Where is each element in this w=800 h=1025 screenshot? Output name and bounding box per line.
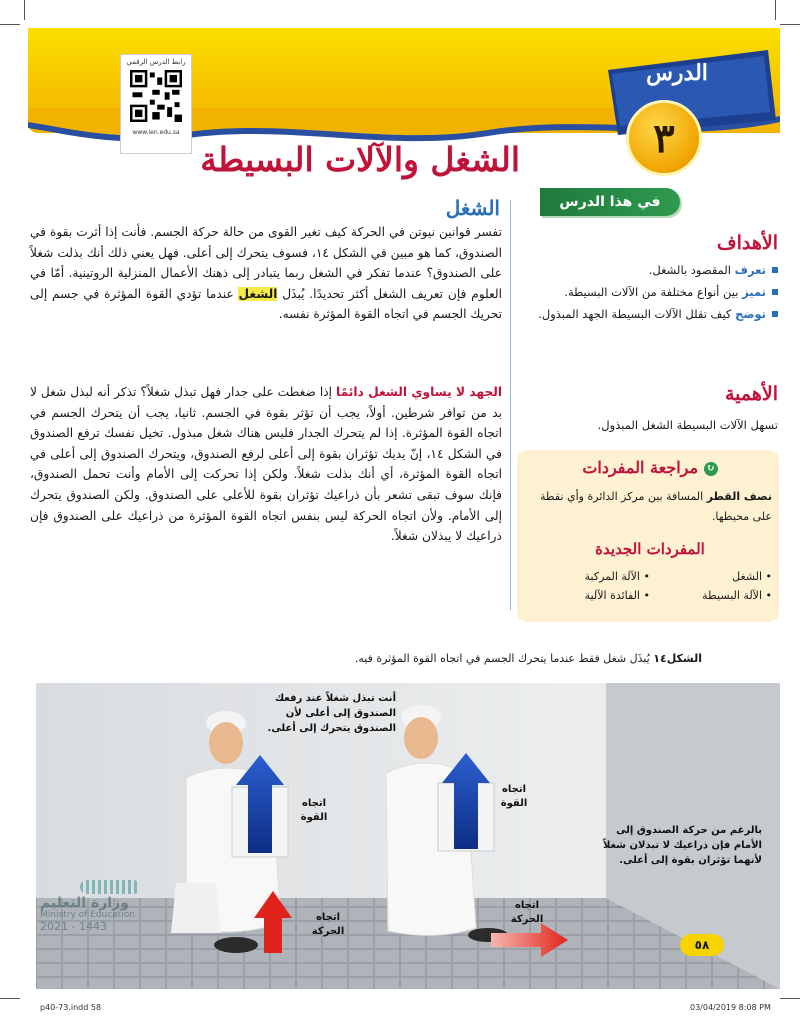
in-lesson-tab: في هذا الدرس (540, 188, 680, 216)
vocab-word: الآلة المركبة (584, 570, 640, 583)
importance-text: تسهل الآلات البسيطة الشغل المبذول. (597, 418, 778, 432)
figure-caption (230, 652, 702, 665)
list-item: • الآلة المركبة (584, 570, 650, 583)
crop-mark (0, 998, 20, 999)
list-item: • الآلة البسيطة (702, 589, 772, 602)
ministry-name-ar: وزارة التعليم (40, 895, 129, 911)
list-item (515, 262, 778, 279)
list-item: • الشغل (732, 570, 772, 583)
note-walking: بالرغم من حركة الصندوق إلى الأمام فإن ذراعيك لا تبذلان شغلاً لأنهما تؤثران بقوة إلى أعلى. (602, 825, 762, 866)
vocab-definition (528, 487, 772, 527)
ministry-watermark (40, 880, 160, 933)
vocab-term: نصف القطر (706, 490, 772, 503)
list-item (515, 306, 778, 323)
note-lifting: أنت تبذل شغلاً عند رفعك الصندوق إلى أعلى لأن الصندوق يتحرك إلى أعلى. (267, 693, 396, 734)
page-number: ٥٨ (680, 934, 724, 956)
paragraph-text: عندما تؤدي القوة المؤثرة في جسم إلى تحريك الجسم في اتجاه القوة المؤثرة نفسه. (30, 286, 502, 322)
objective-text: كيف تقلل الآلات البسيطة الجهد المبذول. (538, 307, 732, 321)
new-vocab-title: المفردات الجديدة (595, 540, 705, 558)
force-label-2: اتجاه القوة (500, 784, 528, 809)
paragraph-text: إذا ضغطت على جدار فهل تبذل شغلاً؟ تذكر أنه لبذل شغل لا بد من توافر شرطين. أولاً، يجب أن تؤثر بقوة في الجسم. ثانيا، يجب أن يتحرك الجسم في اتجاه القوة المؤثرة. إذا لم يتحرك الجدار فليس هناك شغل مبذول. تخيل نفسك ترفع الصندوق في الشكل ١٤، إنّ يديك تؤثران بقوة إلى أعلى لرفع الصندوق، ويتحرك الصندوق إلى أعلى في اتجاه القوة المؤثرة، أي أنك بذلت شغلاً. ولكن إذا تحركت إلى الأمام وأنت تحمل الصندوق، فإنك سوف تبقى تشعر بأن ذراعيك تؤثران بقوة للأعلى على الصندوق. ولكن الصندوق يتحرك إلى الأمام. ولأن اتجاه الحركة ليس بنفس اتجاه القوة المؤثرة من ذراعيك على الصندوق فإن ذراعيك لا يبذلان شغلاً. (30, 385, 502, 544)
caption-text: يُبذَل شغل فقط عندما يتحرك الجسم في اتجاه القوة المؤثرة فيه. (354, 652, 650, 665)
new-vocab-list (528, 570, 772, 602)
vocab-review-label: مراجعة المفردات (582, 458, 699, 477)
objective-verb: تميز (742, 285, 766, 299)
crop-mark (24, 0, 25, 20)
caption-label: الشكل١٤ (653, 652, 702, 665)
motion-label-1: اتجاه الحركة (311, 912, 345, 937)
figure-14 (36, 683, 780, 989)
crop-mark (780, 998, 800, 999)
crop-mark (780, 24, 800, 25)
objective-text: بين أنواع مختلفة من الآلات البسيطة. (564, 285, 739, 299)
qr-code-icon[interactable] (130, 70, 182, 122)
motion-label-2: اتجاه الحركة (510, 900, 544, 925)
objective-verb: تعرف (734, 263, 766, 277)
vocab-word: الشغل (732, 570, 762, 583)
column-divider (510, 200, 511, 610)
objectives-list (515, 262, 778, 328)
vocab-word: الفائدة الآلية (584, 589, 640, 602)
list-item: • الفائدة الآلية (584, 589, 650, 602)
ministry-logo-icon (80, 880, 140, 894)
lesson-word: الدرس (646, 60, 708, 86)
crop-mark (0, 24, 20, 25)
importance-heading: الأهمية (724, 383, 778, 405)
qr-code-box[interactable] (120, 54, 192, 154)
objectives-heading: الأهداف (716, 232, 778, 254)
force-label-1: اتجاه القوة (300, 798, 328, 823)
objective-verb: توضح (735, 307, 766, 321)
paragraph-text: تفسر قوانين نيوتن في الحركة كيف تغير القوى من حالة حركة الجسم. فأنت إذا أثرت بقوة في الصندوق، كما هو مبين في الشكل ١٤، فسوف يتحرك إلى أعلى. فهل يعني ذلك أنك بذلت شغلاً على الصندوق؟ عندما تفكر في الشغل ربما يتبادر إلى ذهنك الأعمال المنزلية الروتينية. أمّا في العلوم فإن تعريف الشغل أكثر تحديدًا. يُبذَل (30, 225, 503, 301)
vocab-definition-text: المسافة بين مركز الدائرة وأي نقطة على محيطها. (539, 490, 772, 523)
file-info: p40-73.indd 58 (40, 1003, 102, 1012)
crop-mark (775, 0, 776, 20)
ministry-year: 2021 - 1443 (40, 920, 107, 933)
highlighted-term: الشغل (238, 286, 278, 301)
ministry-name-en: Ministry of Education (40, 910, 135, 920)
vocab-review-icon: ↻ (704, 462, 718, 476)
qr-label: رابط الدرس الرقمي (126, 58, 186, 66)
vocab-review-title (530, 458, 770, 477)
page-title: الشغل والآلات البسيطة (200, 140, 520, 179)
list-item (515, 284, 778, 301)
lesson-number: ٣ (626, 100, 702, 176)
qr-url: www.ien.edu.sa (132, 129, 180, 136)
section-title: الشغل (445, 196, 500, 220)
inline-heading: الجهد لا يساوي الشغل دائمًا (336, 385, 503, 399)
paragraph-2 (30, 382, 502, 547)
vocab-word: الآلة البسيطة (702, 589, 762, 602)
objective-text: المقصود بالشغل. (648, 263, 732, 277)
paragraph-1 (30, 222, 502, 325)
print-timestamp: 03/04/2019 8:08 PM (690, 1003, 771, 1012)
